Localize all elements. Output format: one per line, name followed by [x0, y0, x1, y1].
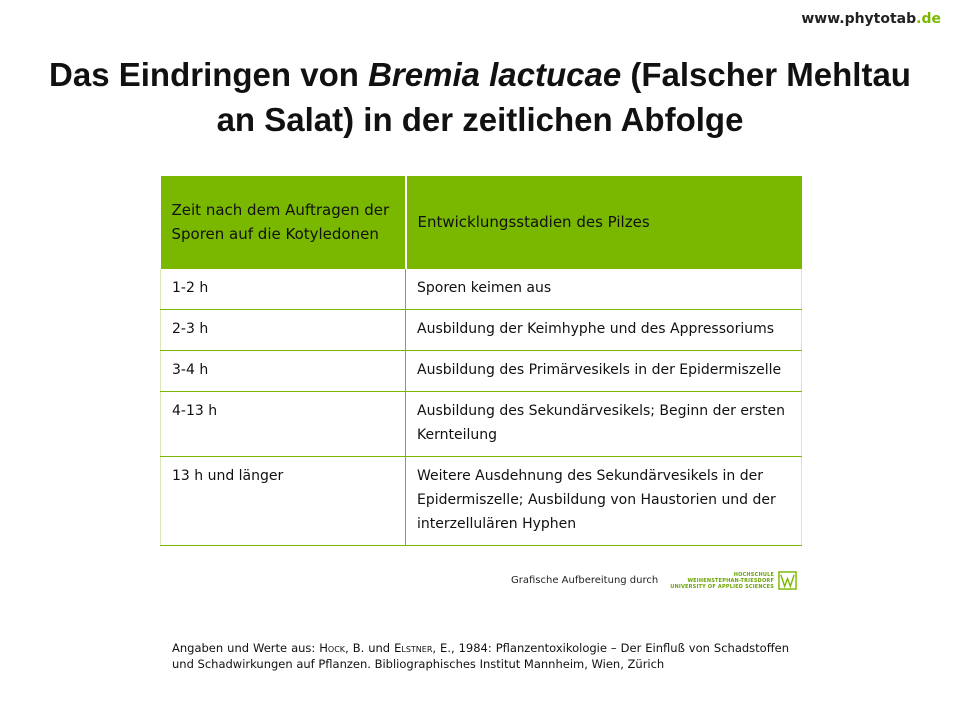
hswt-logo-icon — [778, 571, 797, 590]
header-stage: Entwicklungsstadien des Pilzes — [406, 176, 802, 269]
logo-line1: HOCHSCHULE — [733, 571, 775, 578]
credit-text: Grafische Aufbereitung durch — [511, 575, 659, 586]
source-author2: Elstner — [394, 641, 433, 655]
graphic-credit — [511, 571, 797, 590]
table-row — [161, 392, 802, 457]
cell-time: 4-13 h — [161, 392, 406, 457]
header-time: Zeit nach dem Auftragen der Sporen auf die Kotyledonen — [161, 176, 406, 269]
page-title — [40, 52, 920, 142]
logo-line3: UNIVERSITY OF APPLIED SCIENCES — [670, 583, 775, 590]
cell-time: 3-4 h — [161, 351, 406, 392]
cell-stage: Ausbildung des Primärvesikels in der Epidermiszelle — [406, 351, 802, 392]
logo-text — [670, 572, 774, 590]
table-row — [161, 269, 802, 310]
site-url-prefix: www. — [801, 11, 845, 27]
title-part2: (Falscher Mehltau an Salat) in der zeitlichen Abfolge — [216, 56, 911, 138]
table-row — [161, 457, 802, 546]
source-mid: , B. und — [345, 641, 395, 655]
cell-stage: Weitere Ausdehnung des Sekundärvesikels in der Epidermiszelle; Ausbildung von Haustorien und der interzellulären Hyphen — [406, 457, 802, 546]
table-row — [161, 351, 802, 392]
source-rest: , E., 1984: Pflanzentoxikologie – Der Einfluß von Schadstoffen und Schadwirkungen auf Pflanzen. Bibliographisches Institut Mannheim, Wien, Zürich — [172, 641, 790, 671]
cell-time: 13 h und länger — [161, 457, 406, 546]
title-species: Bremia lactucae — [368, 56, 622, 93]
cell-stage: Sporen keimen aus — [406, 269, 802, 310]
cell-stage: Ausbildung des Sekundärvesikels; Beginn der ersten Kernteilung — [406, 392, 802, 457]
site-url[interactable] — [801, 11, 941, 27]
development-stages-table — [160, 176, 802, 546]
source-prefix: Angaben und Werte aus: — [172, 641, 320, 655]
site-url-tld: .de — [916, 11, 941, 27]
source-citation — [172, 640, 789, 672]
title-part1: Das Eindringen von — [49, 56, 369, 93]
cell-stage: Ausbildung der Keimhyphe und des Appressoriums — [406, 310, 802, 351]
university-logo — [670, 571, 797, 590]
table-row — [161, 310, 802, 351]
logo-line2: WEIHENSTEPHAN-TRIESDORF — [687, 577, 775, 584]
table-header-row — [161, 176, 802, 269]
source-author1: Hock — [319, 641, 346, 655]
cell-time: 2-3 h — [161, 310, 406, 351]
cell-time: 1-2 h — [161, 269, 406, 310]
site-url-domain: phytotab — [844, 11, 917, 27]
